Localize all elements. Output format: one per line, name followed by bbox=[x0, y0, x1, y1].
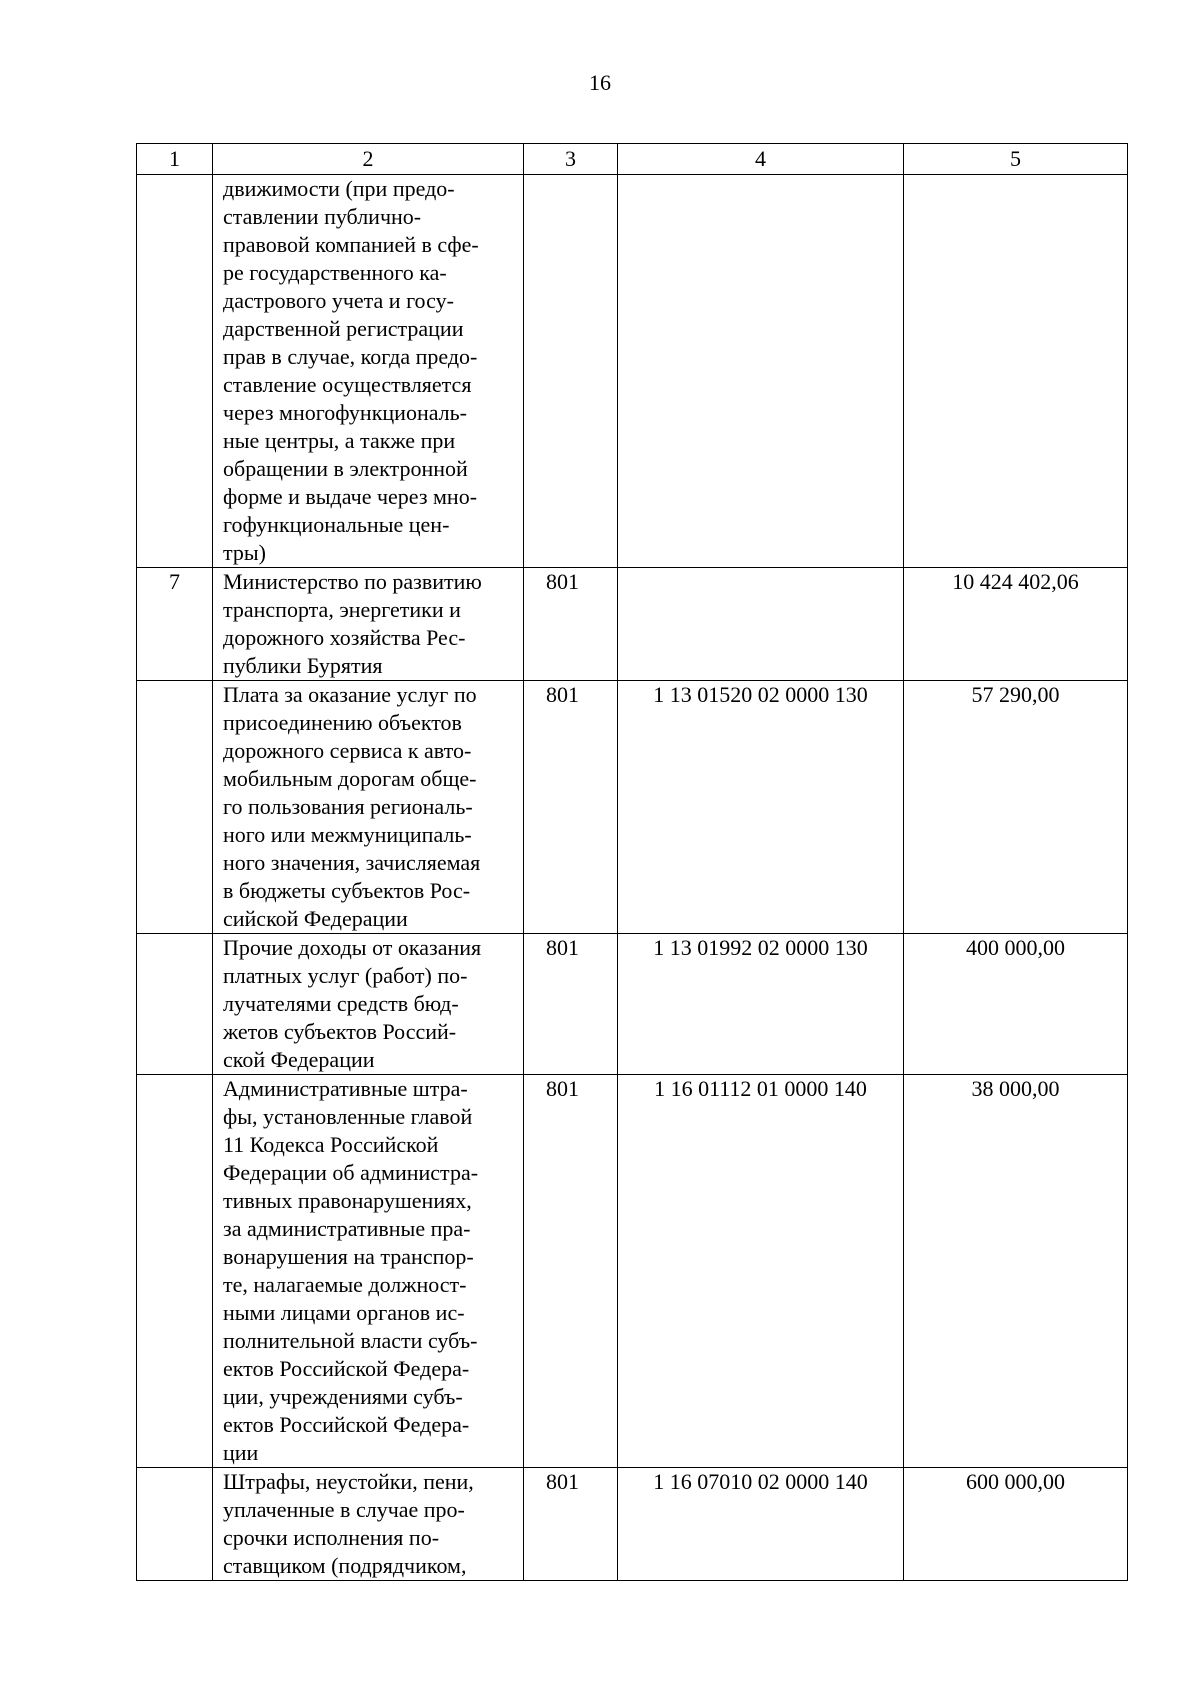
row-name-cell: Плата за оказание услуг по присоединению объектов дорожного сервиса к авто- мобильным дорогам обще- го пользования региональ- ного или межмуниципаль- ного значения, зачисляемая в бюджеты субъектов Рос- сийской Федерации bbox=[213, 681, 524, 934]
table-row bbox=[137, 1075, 1128, 1468]
row-budget-code-cell: 1 13 01520 02 0000 130 bbox=[618, 681, 904, 934]
row-amount-cell: 10 424 402,06 bbox=[904, 568, 1128, 681]
column-header-5: 5 bbox=[904, 144, 1128, 175]
row-budget-code-cell bbox=[618, 175, 904, 568]
row-name-cell: Прочие доходы от оказания платных услуг (работ) по- лучателями средств бюд- жетов субъектов Россий- ской Федерации bbox=[213, 934, 524, 1075]
row-name-cell: Министерство по развитию транспорта, энергетики и дорожного хозяйства Рес- публики Бурятия bbox=[213, 568, 524, 681]
row-number-cell bbox=[137, 1468, 213, 1581]
row-admin-code-cell: 801 bbox=[524, 568, 618, 681]
row-number-cell: 7 bbox=[137, 568, 213, 681]
row-number-cell bbox=[137, 175, 213, 568]
table-row bbox=[137, 568, 1128, 681]
row-name-cell: Административные штра- фы, установленные главой 11 Кодекса Российской Федерации об администра- тивных правонарушениях, за административные пра- вонарушения на транспор- те, налагаемые должност- ными лицами органов ис- полнительной власти субъ- ектов Российской Федера- ции, учреждениями субъ- ектов Российской Федера- ции bbox=[213, 1075, 524, 1468]
row-admin-code-cell: 801 bbox=[524, 681, 618, 934]
row-budget-code-cell: 1 16 01112 01 0000 140 bbox=[618, 1075, 904, 1468]
row-amount-cell: 600 000,00 bbox=[904, 1468, 1128, 1581]
column-header-4: 4 bbox=[618, 144, 904, 175]
column-header-2: 2 bbox=[213, 144, 524, 175]
revenue-table bbox=[136, 143, 1128, 1581]
row-name-cell: Штрафы, неустойки, пени, уплаченные в случае про- срочки исполнения по- ставщиком (подрядчиком, bbox=[213, 1468, 524, 1581]
column-header-1: 1 bbox=[137, 144, 213, 175]
row-admin-code-cell: 801 bbox=[524, 934, 618, 1075]
row-number-cell bbox=[137, 681, 213, 934]
table-row bbox=[137, 175, 1128, 568]
row-name-cell: движимости (при предо- ставлении публично- правовой компанией в сфе- ре государственного ка- дастрового учета и госу- дарственной регистрации прав в случае, когда предо- ставление осуществляется через многофункциональ- ные центры, а также при обращении в электронной форме и выдаче через мно- гофункциональные цен- тры) bbox=[213, 175, 524, 568]
column-header-3: 3 bbox=[524, 144, 618, 175]
row-amount-cell: 38 000,00 bbox=[904, 1075, 1128, 1468]
row-amount-cell: 57 290,00 bbox=[904, 681, 1128, 934]
row-admin-code-cell: 801 bbox=[524, 1468, 618, 1581]
row-admin-code-cell: 801 bbox=[524, 1075, 618, 1468]
table-row bbox=[137, 681, 1128, 934]
row-budget-code-cell: 1 16 07010 02 0000 140 bbox=[618, 1468, 904, 1581]
row-amount-cell: 400 000,00 bbox=[904, 934, 1128, 1075]
row-number-cell bbox=[137, 934, 213, 1075]
table-row bbox=[137, 934, 1128, 1075]
table-row bbox=[137, 1468, 1128, 1581]
row-budget-code-cell bbox=[618, 568, 904, 681]
row-number-cell bbox=[137, 1075, 213, 1468]
row-admin-code-cell bbox=[524, 175, 618, 568]
page-number: 16 bbox=[589, 70, 611, 95]
table-header-row bbox=[137, 144, 1128, 175]
row-budget-code-cell: 1 13 01992 02 0000 130 bbox=[618, 934, 904, 1075]
row-amount-cell bbox=[904, 175, 1128, 568]
